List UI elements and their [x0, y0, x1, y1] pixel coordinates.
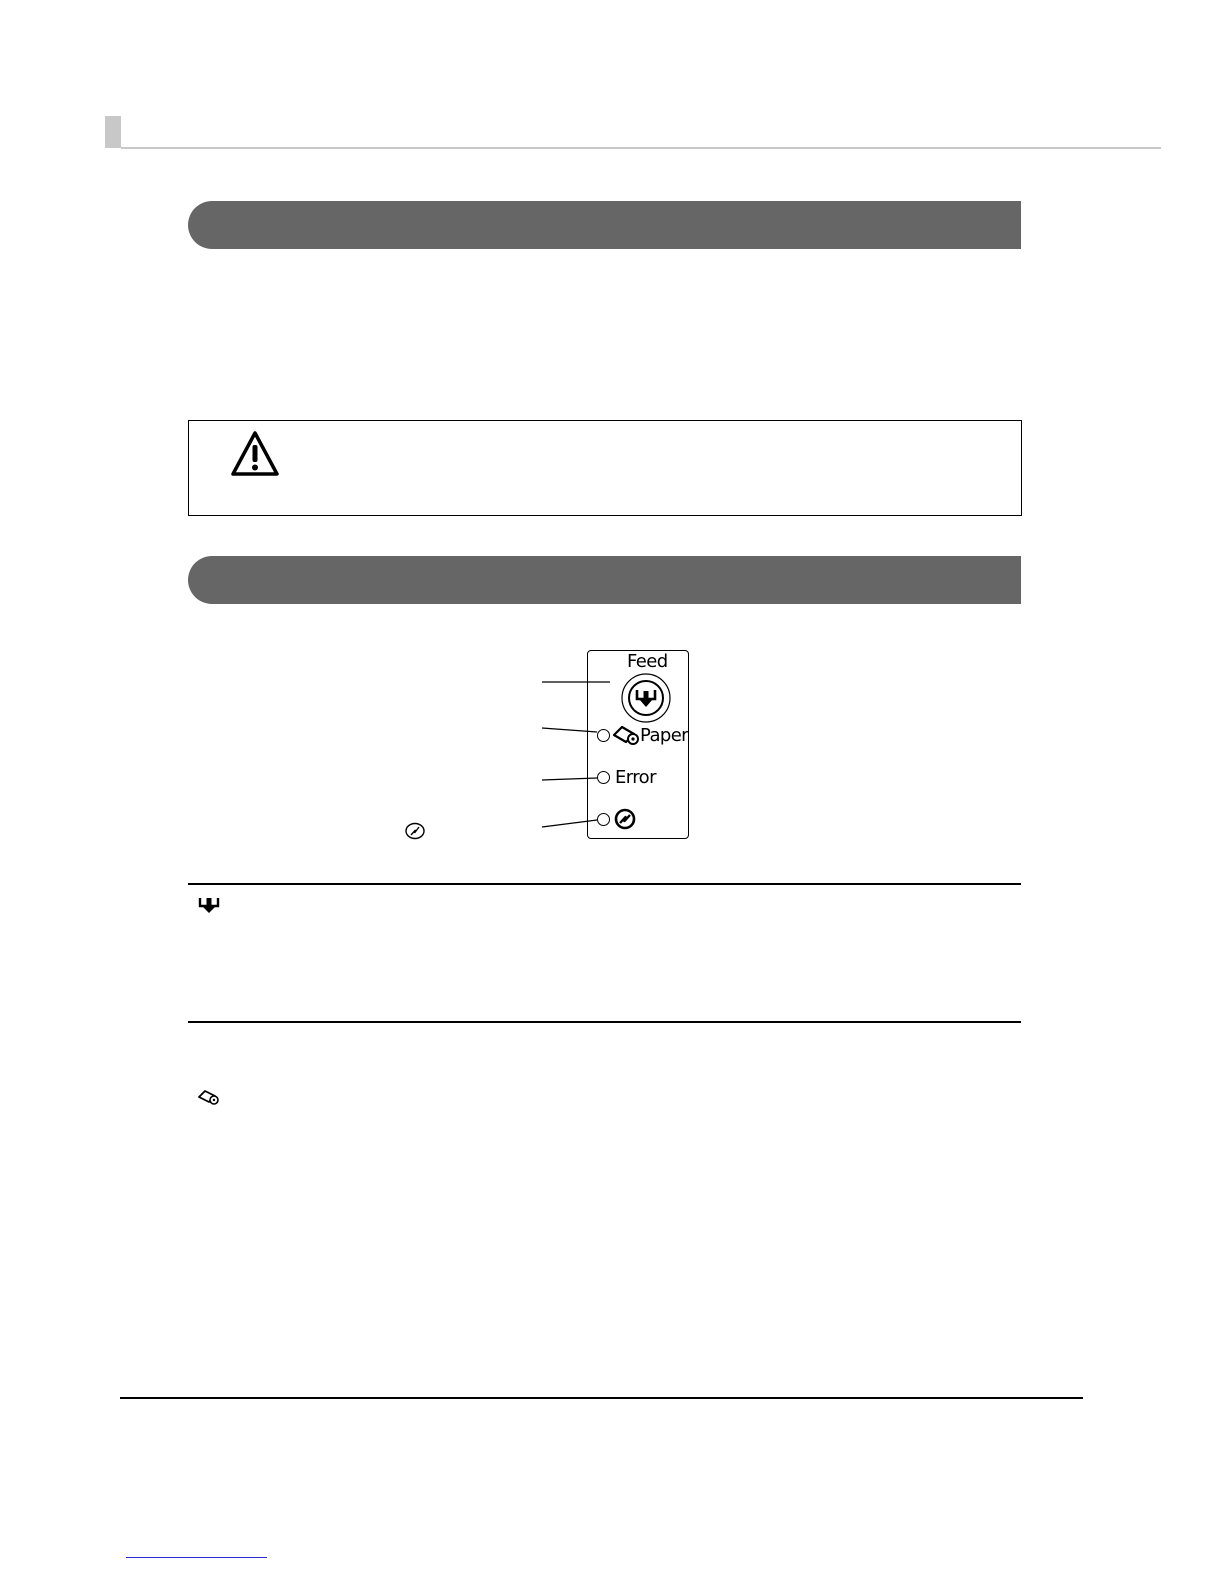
footer-link-underline[interactable]	[126, 1557, 267, 1558]
header-marker	[105, 116, 121, 148]
warning-triangle-icon	[230, 430, 280, 478]
feed-button[interactable]	[620, 672, 672, 724]
paper-label: Paper	[640, 725, 688, 746]
feed-label: Feed	[627, 651, 668, 672]
section-heading-bar-2	[188, 556, 1021, 604]
paper-roll-icon	[612, 724, 640, 746]
feed-arrow-icon	[198, 895, 220, 915]
power-icon	[404, 822, 426, 840]
power-icon	[614, 808, 636, 830]
error-label: Error	[615, 767, 656, 788]
section-heading-bar-1	[188, 201, 1021, 249]
header-rule	[121, 147, 1161, 149]
table-top-rule	[188, 883, 1021, 885]
table-row-rule	[188, 1021, 1021, 1023]
leader-lines	[530, 670, 610, 840]
caution-box	[188, 420, 1022, 516]
paper-roll-icon	[197, 1088, 221, 1106]
footer-rule	[120, 1397, 1083, 1399]
